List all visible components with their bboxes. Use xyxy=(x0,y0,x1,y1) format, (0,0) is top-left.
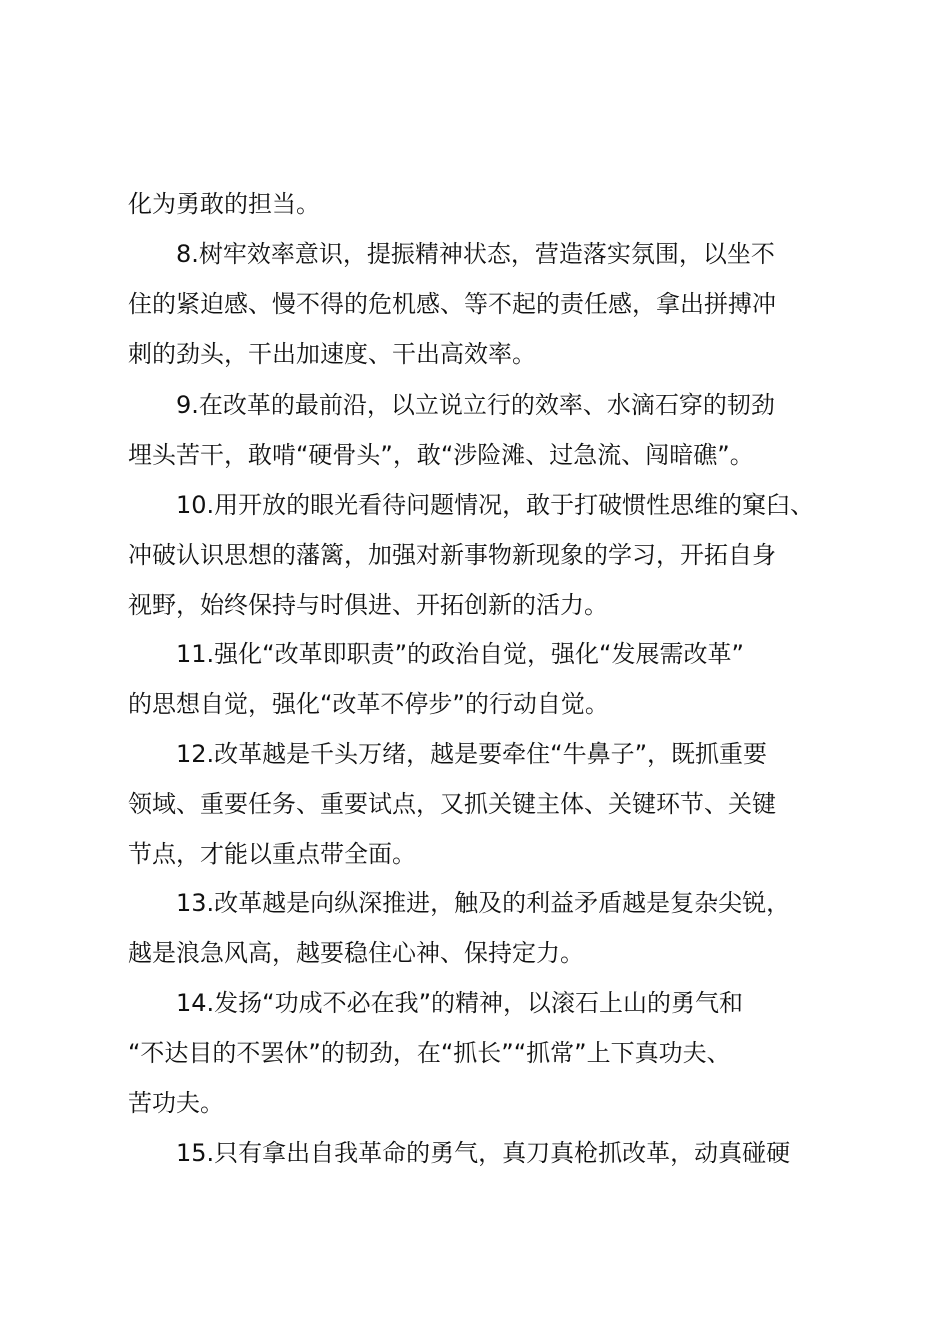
text-line: 12.改革越是千头万绪，越是要牵住“牛鼻子”，既抓重要 xyxy=(176,740,768,768)
text-line: 10.用开放的眼光看待问题情况，敢于打破惯性思维的窠臼、 xyxy=(176,491,815,519)
text-line: 埋头苦干，敢啃“硬骨头”，敢“涉险滩、过急流、闯暗礁”。 xyxy=(128,441,754,469)
text-line: 冲破认识思想的藩篱，加强对新事物新现象的学习，开拓自身 xyxy=(128,541,776,569)
text-line: 15.只有拿出自我革命的勇气，真刀真枪抓改革，动真碰硬 xyxy=(176,1139,791,1167)
text-line: 苦功夫。 xyxy=(128,1089,224,1117)
text-line: 9.在改革的最前沿，以立说立行的效率、水滴石穿的韧劲 xyxy=(176,391,775,419)
text-line: 刺的劲头，干出加速度、干出高效率。 xyxy=(128,340,536,368)
text-line: 住的紧迫感、慢不得的危机感、等不起的责任感，拿出拼搏冲 xyxy=(128,290,776,318)
text-line: 化为勇敢的担当。 xyxy=(128,190,320,218)
text-line: 14.发扬“功成不必在我”的精神，以滚石上山的勇气和 xyxy=(176,989,744,1017)
text-line: 越是浪急风高，越要稳住心神、保持定力。 xyxy=(128,939,584,967)
text-line: 8.树牢效率意识，提振精神状态，营造落实氛围，以坐不 xyxy=(176,240,775,268)
text-line: “不达目的不罢休”的韧劲，在“抓长”“抓常”上下真功夫、 xyxy=(128,1039,731,1067)
text-line: 的思想自觉，强化“改革不停步”的行动自觉。 xyxy=(128,690,609,718)
text-line: 11.强化“改革即职责”的政治自觉，强化“发展需改革” xyxy=(176,640,744,668)
text-line: 领域、重要任务、重要试点，又抓关键主体、关键环节、关键 xyxy=(128,790,776,818)
text-line: 节点，才能以重点带全面。 xyxy=(128,840,416,868)
text-line: 视野，始终保持与时俱进、开拓创新的活力。 xyxy=(128,591,608,619)
text-line: 13.改革越是向纵深推进，触及的利益矛盾越是复杂尖锐， xyxy=(176,889,791,917)
